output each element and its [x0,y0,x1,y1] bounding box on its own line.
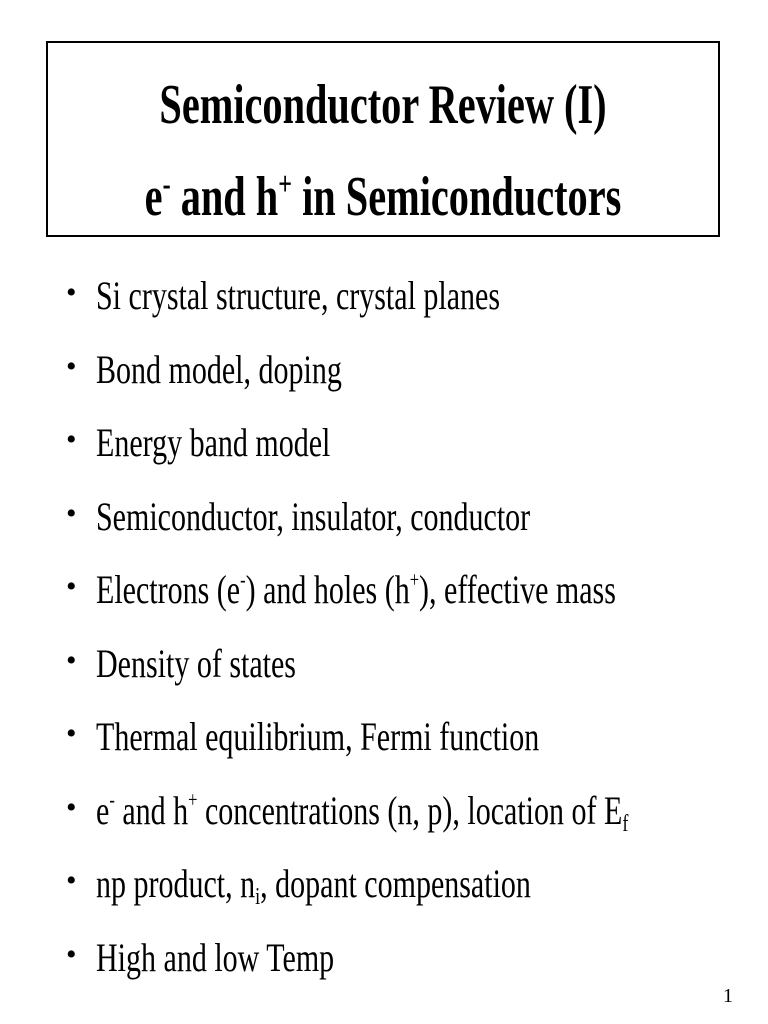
text-part: concentrations (n, p), location of E [197,787,623,833]
text-part: Electrons (e [96,567,241,612]
bullet-icon: • [66,276,77,309]
hole-superscript: + [188,787,198,812]
title-h-superscript: + [278,165,293,203]
title-rest: in Semiconductors [292,166,622,228]
text-part: ) and holes (h [245,567,410,612]
electron-superscript: - [240,566,246,592]
bullet-icon: • [66,496,77,530]
intrinsic-subscript: i [255,884,261,911]
list-item-text [96,566,616,612]
title-line-1: Semiconductor Review (I) [159,74,607,136]
title-and-h: and h [170,166,279,228]
bullet-icon: • [66,643,77,677]
text-part: ), effective mass [419,567,616,612]
title-e: e [144,166,163,228]
electron-superscript: - [109,787,115,812]
fermi-subscript: f [622,810,629,837]
list-item-text [96,861,531,911]
list-item-text: Semiconductor, insulator, conductor [96,493,531,539]
bullet-icon: • [66,864,77,897]
hole-superscript: + [409,566,420,592]
text-part: , dopant compensation [260,861,531,906]
text-part: np product, n [96,861,256,906]
list-item-text [96,787,629,837]
list-item-text: Energy band model [96,420,331,465]
text-part: e [96,787,110,833]
title-box [46,41,720,237]
bullet-icon: • [66,790,77,824]
bullet-icon: • [66,717,77,750]
list-item-text: Density of states [96,640,296,686]
list-item-text: Si crystal structure, crystal planes [96,273,501,318]
list-item-text: Bond model, doping [96,346,342,392]
page-number: 1 [723,985,733,1007]
text-part: and h [114,787,189,833]
bullet-icon: • [66,423,77,456]
bullet-icon: • [66,570,77,603]
bullet-icon: • [66,937,77,971]
list-item-text: High and low Temp [96,934,335,980]
list-item-text: Thermal equilibrium, Fermi function [96,714,540,759]
title-e-superscript: - [162,165,171,203]
title-line-2 [142,165,624,228]
bullet-icon: • [66,349,77,383]
